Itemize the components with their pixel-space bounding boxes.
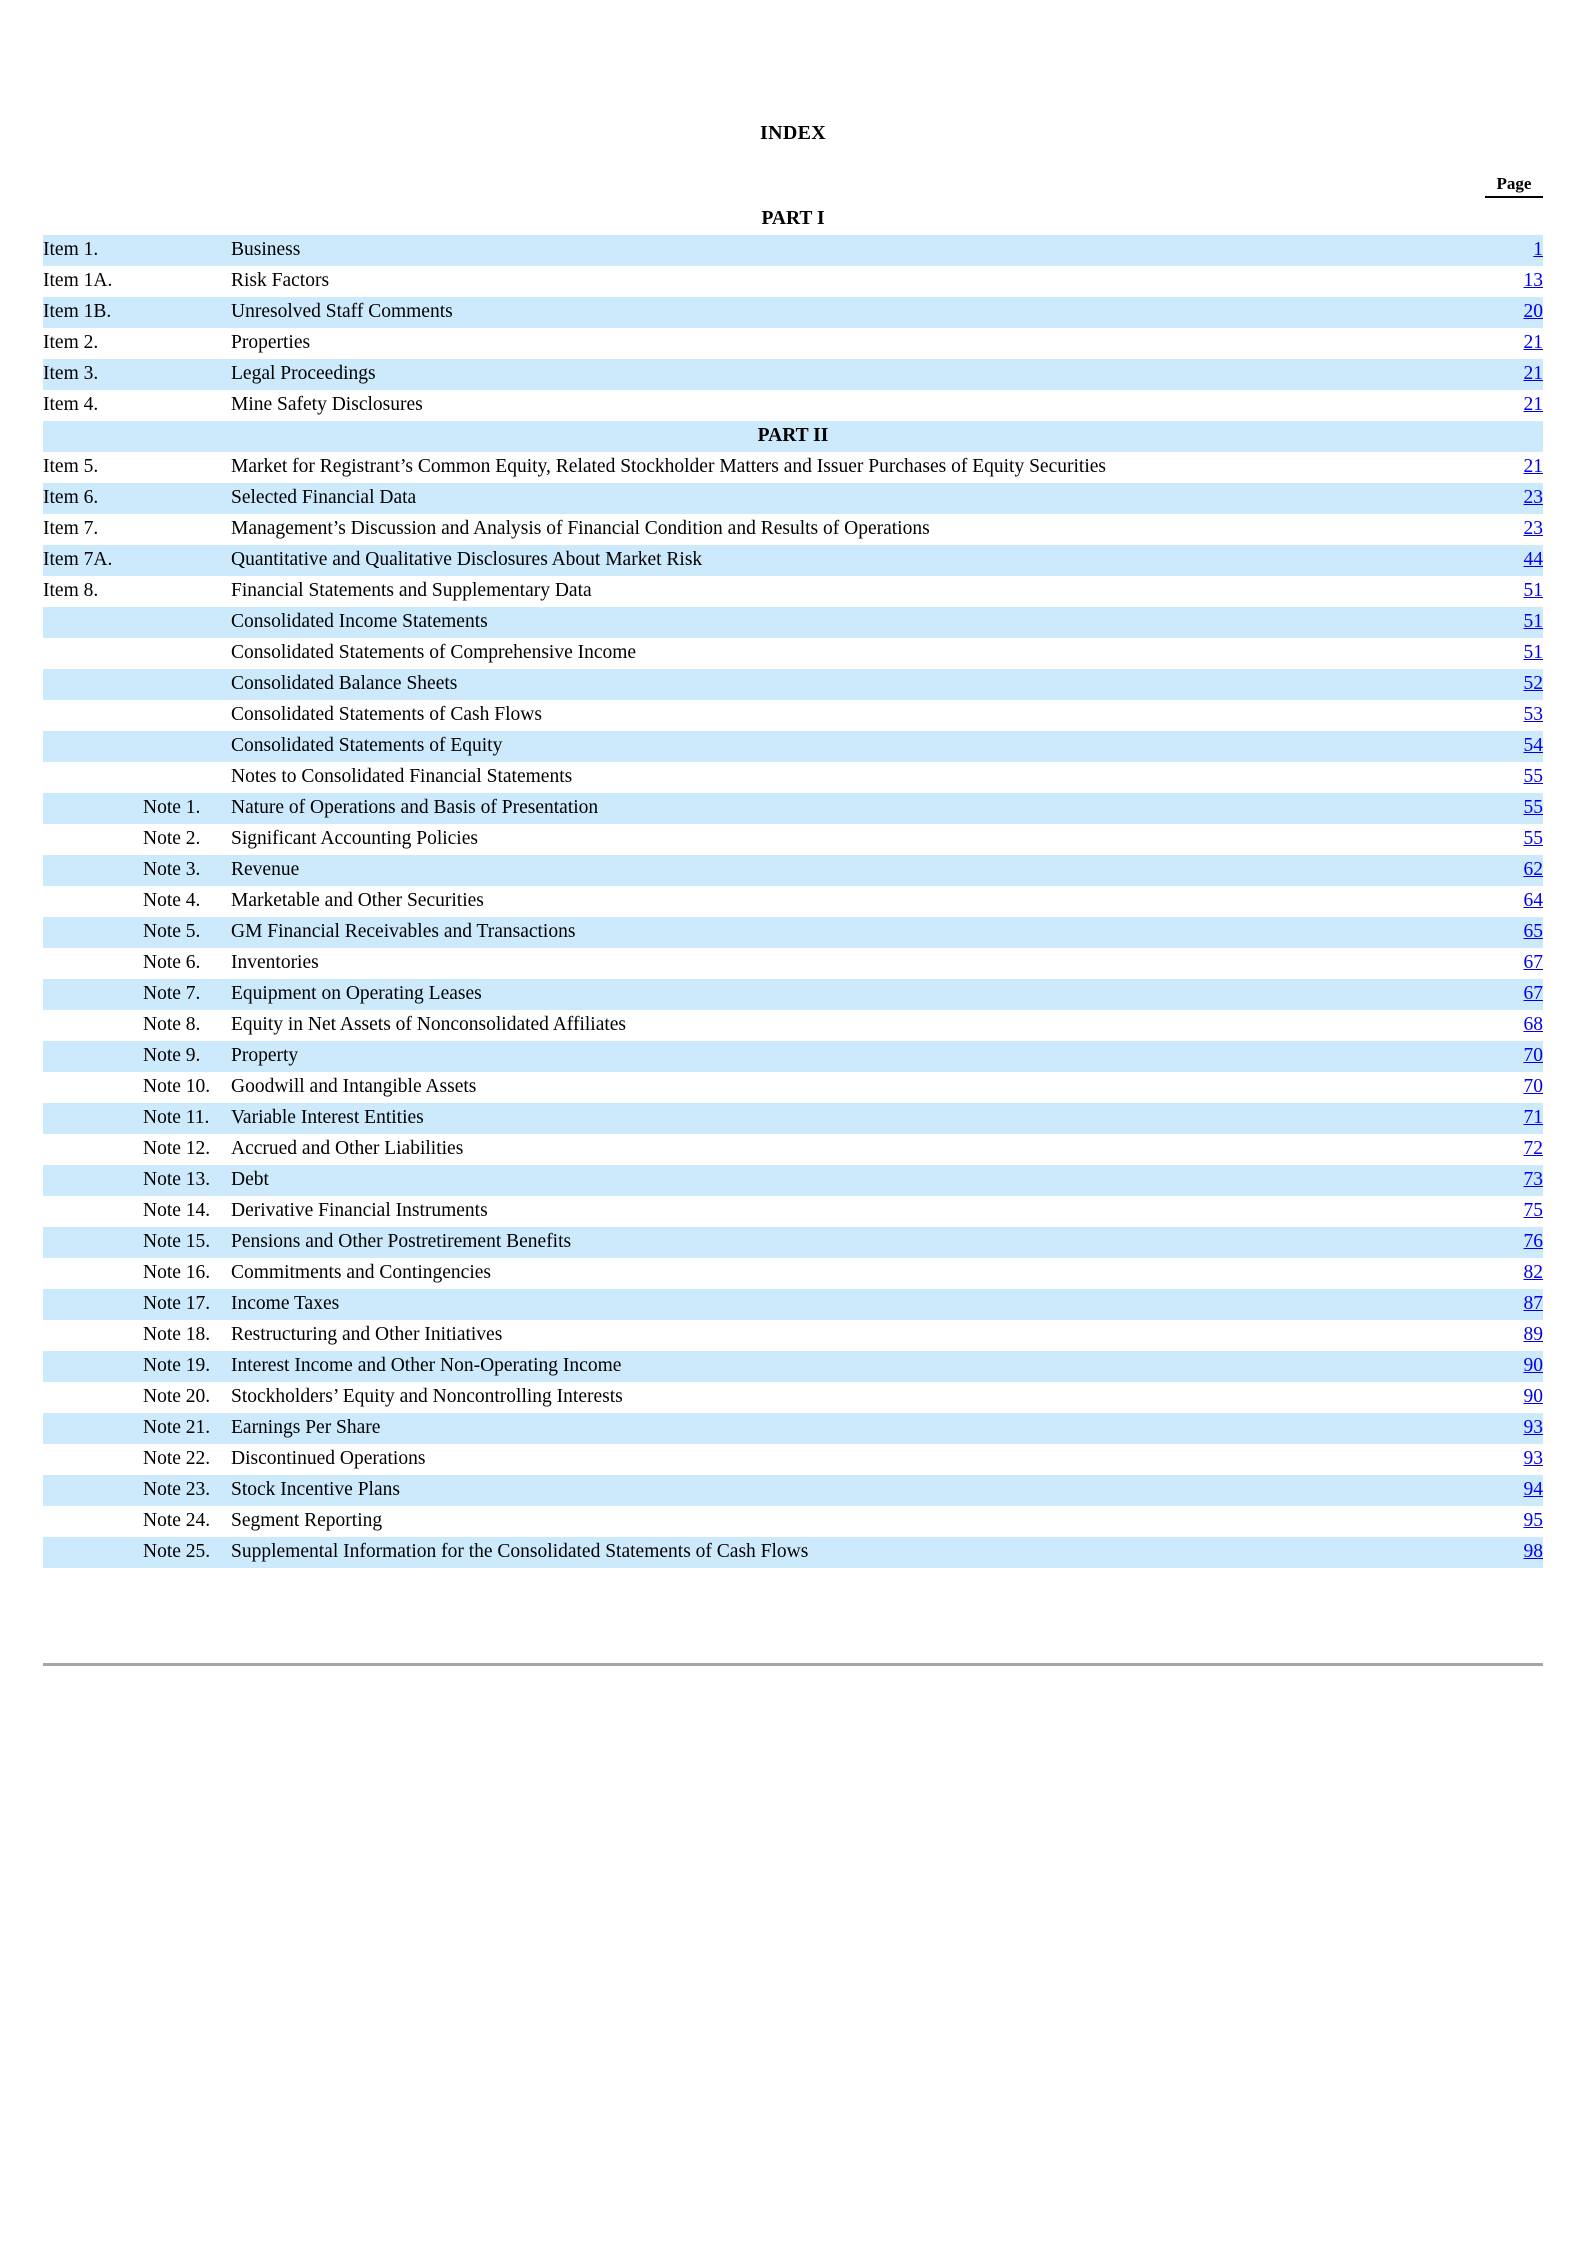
table-row (43, 483, 1543, 514)
page-number-cell (1486, 1351, 1543, 1382)
page-number-link[interactable]: 89 (1523, 1324, 1543, 1345)
page-number-link[interactable]: 93 (1523, 1448, 1543, 1469)
page-number-link[interactable]: 1 (1533, 239, 1543, 260)
table-row (43, 328, 1543, 359)
page-number-link[interactable]: 94 (1523, 1479, 1543, 1500)
note-number-cell: Note 2. (143, 828, 201, 849)
page-number-cell (1486, 1289, 1543, 1320)
note-number-cell (143, 297, 231, 328)
page-column-header-row (43, 174, 1543, 198)
table-row (43, 638, 1543, 669)
note-number-cell: Note 22. (143, 1448, 211, 1469)
table-row (43, 1537, 1543, 1568)
table-row (43, 1413, 1543, 1444)
page-number-cell (1486, 1072, 1543, 1103)
page-number-link[interactable]: 67 (1523, 952, 1543, 973)
item-number-cell (43, 1258, 143, 1289)
entry-title-cell: Earnings Per Share (231, 1413, 1486, 1444)
table-row (43, 1165, 1543, 1196)
page-number-cell (1486, 514, 1543, 545)
page-number-cell (1486, 1165, 1543, 1196)
page-number-link[interactable]: 23 (1523, 487, 1543, 508)
entry-title-cell: Consolidated Statements of Cash Flows (231, 704, 542, 725)
page-number-cell (1486, 266, 1543, 297)
page-number-link[interactable]: 73 (1523, 1169, 1543, 1190)
table-row (43, 235, 1543, 266)
page-number-cell (1486, 1103, 1543, 1134)
item-number-cell (43, 1320, 143, 1351)
item-number-cell (43, 824, 143, 855)
item-number-cell: Item 8. (43, 580, 99, 601)
page-number-link[interactable]: 82 (1523, 1262, 1543, 1283)
note-number-cell: Note 12. (143, 1138, 211, 1159)
page-number-link[interactable]: 65 (1523, 921, 1543, 942)
note-number-cell: Note 15. (143, 1227, 231, 1258)
note-number-cell (143, 390, 231, 421)
entry-title-cell: Stockholders’ Equity and Noncontrolling Interests (231, 1386, 623, 1407)
page-number-link[interactable]: 68 (1523, 1014, 1543, 1035)
item-number-cell: Item 3. (43, 359, 143, 390)
page-number-cell (1486, 731, 1543, 762)
item-number-cell (43, 979, 143, 1010)
item-number-cell (43, 1103, 143, 1134)
table-row (43, 979, 1543, 1010)
entry-title-cell: Segment Reporting (231, 1510, 383, 1531)
table-row (43, 917, 1543, 948)
index-table (43, 204, 1543, 1568)
item-number-cell (43, 1289, 143, 1320)
item-number-cell: Item 1B. (43, 297, 143, 328)
table-row (43, 1134, 1543, 1165)
page-number-link[interactable]: 20 (1523, 301, 1543, 322)
page-number-cell (1486, 1506, 1543, 1537)
page-number-cell (1486, 1041, 1543, 1072)
table-row (43, 452, 1543, 483)
note-number-cell: Note 13. (143, 1165, 231, 1196)
note-number-cell (143, 607, 231, 638)
entry-title-cell: Income Taxes (231, 1289, 1486, 1320)
entry-title-cell: Selected Financial Data (231, 483, 1486, 514)
item-number-cell (43, 1537, 143, 1568)
note-number-cell: Note 24. (143, 1510, 211, 1531)
table-row (43, 1072, 1543, 1103)
item-number-cell: Item 7A. (43, 545, 143, 576)
entry-title-cell: Financial Statements and Supplementary Data (231, 580, 592, 601)
item-number-cell (43, 1041, 143, 1072)
page-number-link[interactable]: 51 (1523, 580, 1543, 601)
entry-title-cell: Revenue (231, 855, 1486, 886)
page-number-cell (1486, 359, 1543, 390)
footer-rule (43, 1663, 1543, 1666)
entry-title-cell: Properties (231, 332, 311, 353)
item-number-cell: Item 4. (43, 394, 99, 415)
page-number-link[interactable]: 62 (1523, 859, 1543, 880)
note-number-cell: Note 25. (143, 1537, 231, 1568)
page-number-cell (1486, 793, 1543, 824)
entry-title-cell: GM Financial Receivables and Transactions (231, 917, 1486, 948)
entry-title-cell: Unresolved Staff Comments (231, 297, 1486, 328)
table-row (43, 1010, 1543, 1041)
page-number-link[interactable]: 75 (1523, 1200, 1543, 1221)
entry-title-cell: Accrued and Other Liabilities (231, 1138, 464, 1159)
item-number-cell (43, 1444, 143, 1475)
page-number-link[interactable]: 51 (1523, 642, 1543, 663)
item-number-cell (43, 1134, 143, 1165)
table-row (43, 762, 1543, 793)
table-row (43, 824, 1543, 855)
item-number-cell (43, 669, 143, 700)
entry-title-cell: Debt (231, 1165, 1486, 1196)
page-number-cell (1486, 824, 1543, 855)
page-number-link[interactable]: 13 (1523, 270, 1543, 291)
page-number-link[interactable]: 55 (1523, 766, 1543, 787)
table-row (43, 1382, 1543, 1413)
note-number-cell (143, 452, 231, 483)
entry-title-cell: Quantitative and Qualitative Disclosures About Market Risk (231, 545, 1486, 576)
note-number-cell: Note 16. (143, 1262, 211, 1283)
page-number-cell (1486, 1134, 1543, 1165)
table-row (43, 886, 1543, 917)
page-number-link[interactable]: 90 (1523, 1355, 1543, 1376)
entry-title-cell: Supplemental Information for the Consolidated Statements of Cash Flows (231, 1537, 1486, 1568)
item-number-cell (43, 1351, 143, 1382)
item-number-cell (43, 762, 143, 793)
page-number-cell (1486, 1475, 1543, 1506)
page-number-link[interactable]: 95 (1523, 1510, 1543, 1531)
page-title: INDEX (760, 122, 826, 144)
item-number-cell: Item 5. (43, 456, 99, 477)
table-row (43, 359, 1543, 390)
page-number-cell (1486, 1537, 1543, 1568)
table-row (43, 576, 1543, 607)
table-row (43, 855, 1543, 886)
table-row (43, 514, 1543, 545)
entry-title-cell: Property (231, 1041, 1486, 1072)
page-number-link[interactable]: 71 (1523, 1107, 1543, 1128)
table-row (43, 1227, 1543, 1258)
note-number-cell (143, 235, 231, 266)
page-number-cell (1486, 1320, 1543, 1351)
table-row (43, 1351, 1543, 1382)
item-number-cell (43, 1010, 143, 1041)
item-number-cell: Item 2. (43, 332, 99, 353)
entry-title-cell: Mine Safety Disclosures (231, 394, 423, 415)
entry-title-cell: Risk Factors (231, 270, 330, 291)
table-row (43, 297, 1543, 328)
table-row (43, 545, 1543, 576)
page-number-link[interactable]: 44 (1523, 549, 1543, 570)
entry-title-cell: Equity in Net Assets of Nonconsolidated Affiliates (231, 1014, 627, 1035)
table-row (43, 1041, 1543, 1072)
page-number-cell (1486, 1258, 1543, 1289)
page-number-link[interactable]: 90 (1523, 1386, 1543, 1407)
item-number-cell (43, 948, 143, 979)
part-heading-label: PART II (43, 421, 1543, 452)
table-row (43, 700, 1543, 731)
table-row (43, 266, 1543, 297)
note-number-cell (143, 514, 231, 545)
note-number-cell: Note 8. (143, 1014, 201, 1035)
page-number-cell (1486, 669, 1543, 700)
entry-title-cell: Commitments and Contingencies (231, 1262, 491, 1283)
page-number-link[interactable]: 98 (1523, 1541, 1543, 1562)
page-number-link[interactable]: 93 (1523, 1417, 1543, 1438)
table-row (43, 390, 1543, 421)
page-number-cell (1486, 1196, 1543, 1227)
note-number-cell (143, 266, 231, 297)
entry-title-cell: Interest Income and Other Non-Operating Income (231, 1351, 1486, 1382)
page-number-cell (1486, 1010, 1543, 1041)
note-number-cell: Note 6. (143, 952, 201, 973)
page-number-cell (1486, 328, 1543, 359)
page-number-cell (1486, 576, 1543, 607)
item-number-cell (43, 1165, 143, 1196)
note-number-cell (143, 483, 231, 514)
page-number-link[interactable]: 70 (1523, 1045, 1543, 1066)
item-number-cell: Item 1A. (43, 270, 113, 291)
item-number-cell: Item 1. (43, 235, 143, 266)
page-column-header: Page (1485, 174, 1543, 198)
page-number-link[interactable]: 21 (1523, 456, 1543, 477)
note-number-cell (143, 731, 231, 762)
note-number-cell (143, 359, 231, 390)
entry-title-cell: Nature of Operations and Basis of Presentation (231, 793, 1486, 824)
note-number-cell (143, 700, 231, 731)
note-number-cell: Note 19. (143, 1351, 231, 1382)
entry-title-cell: Stock Incentive Plans (231, 1475, 1486, 1506)
note-number-cell (143, 328, 231, 359)
page-number-link[interactable]: 67 (1523, 983, 1543, 1004)
note-number-cell: Note 3. (143, 855, 231, 886)
item-number-cell (43, 638, 143, 669)
note-number-cell (143, 762, 231, 793)
item-number-cell (43, 886, 143, 917)
page-number-link[interactable]: 64 (1523, 890, 1543, 911)
page-number-cell (1486, 762, 1543, 793)
page-number-link[interactable]: 52 (1523, 673, 1543, 694)
entry-title-cell: Inventories (231, 952, 319, 973)
note-number-cell: Note 11. (143, 1103, 231, 1134)
item-number-cell: Item 7. (43, 518, 99, 539)
table-row (43, 1320, 1543, 1351)
table-row (43, 669, 1543, 700)
table-row (43, 607, 1543, 638)
item-number-cell (43, 793, 143, 824)
page-number-cell (1486, 886, 1543, 917)
item-number-cell (43, 1413, 143, 1444)
note-number-cell (143, 545, 231, 576)
page-number-link[interactable]: 70 (1523, 1076, 1543, 1097)
table-row (43, 1289, 1543, 1320)
page-number-cell (1486, 235, 1543, 266)
item-number-cell (43, 1382, 143, 1413)
page-number-cell (1486, 855, 1543, 886)
page-number-link[interactable]: 23 (1523, 518, 1543, 539)
entry-title-cell: Consolidated Statements of Equity (231, 731, 1486, 762)
page-number-link[interactable]: 21 (1523, 332, 1543, 353)
note-number-cell: Note 20. (143, 1386, 211, 1407)
index-table-body (43, 204, 1543, 1568)
note-number-cell: Note 9. (143, 1041, 231, 1072)
note-number-cell (143, 669, 231, 700)
page-number-link[interactable]: 72 (1523, 1138, 1543, 1159)
page-number-cell (1486, 1382, 1543, 1413)
page-number-link[interactable]: 55 (1523, 828, 1543, 849)
page-number-cell (1486, 1444, 1543, 1475)
entry-title-cell: Business (231, 235, 1486, 266)
item-number-cell (43, 1475, 143, 1506)
table-row (43, 793, 1543, 824)
entry-title-cell: Derivative Financial Instruments (231, 1200, 488, 1221)
note-number-cell (143, 638, 231, 669)
table-row (43, 731, 1543, 762)
page-number-cell (1486, 979, 1543, 1010)
table-row (43, 1444, 1543, 1475)
entry-title-cell: Management’s Discussion and Analysis of Financial Condition and Results of Operations (231, 518, 930, 539)
item-number-cell (43, 1506, 143, 1537)
entry-title-cell: Consolidated Income Statements (231, 607, 1486, 638)
page-number-link[interactable]: 55 (1523, 797, 1543, 818)
entry-title-cell: Legal Proceedings (231, 359, 1486, 390)
note-number-cell: Note 17. (143, 1289, 231, 1320)
page-number-cell (1486, 700, 1543, 731)
note-number-cell: Note 18. (143, 1324, 211, 1345)
table-row (43, 1475, 1543, 1506)
note-number-cell: Note 4. (143, 890, 201, 911)
page-number-cell (1486, 638, 1543, 669)
entry-title-cell: Market for Registrant’s Common Equity, Related Stockholder Matters and Issuer Purchases of Equity Securities (231, 456, 1106, 477)
item-number-cell (43, 1072, 143, 1103)
item-number-cell (43, 607, 143, 638)
entry-title-cell: Consolidated Statements of Comprehensive Income (231, 642, 637, 663)
entry-title-cell: Marketable and Other Securities (231, 890, 484, 911)
page-number-cell (1486, 452, 1543, 483)
part-heading-row (43, 204, 1543, 235)
page-number-link[interactable]: 21 (1523, 394, 1543, 415)
part-heading-row (43, 421, 1543, 452)
item-number-cell (43, 917, 143, 948)
page-number-link[interactable]: 76 (1523, 1231, 1543, 1252)
page-number-link[interactable]: 51 (1523, 611, 1543, 632)
note-number-cell: Note 23. (143, 1475, 231, 1506)
entry-title-cell: Pensions and Other Postretirement Benefits (231, 1227, 1486, 1258)
note-number-cell: Note 21. (143, 1413, 231, 1444)
note-number-cell (143, 576, 231, 607)
page-number-cell (1486, 917, 1543, 948)
item-number-cell (43, 731, 143, 762)
entry-title-cell: Significant Accounting Policies (231, 828, 478, 849)
entry-title-cell: Restructuring and Other Initiatives (231, 1324, 503, 1345)
page-number-link[interactable]: 87 (1523, 1293, 1543, 1314)
table-row (43, 1506, 1543, 1537)
entry-title-cell: Consolidated Balance Sheets (231, 669, 1486, 700)
page-number-cell (1486, 1413, 1543, 1444)
table-row (43, 948, 1543, 979)
page-number-cell (1486, 948, 1543, 979)
table-row (43, 1258, 1543, 1289)
item-number-cell (43, 1227, 143, 1258)
note-number-cell: Note 7. (143, 979, 231, 1010)
part-heading-label: PART I (761, 208, 825, 229)
table-row (43, 1196, 1543, 1227)
item-number-cell: Item 6. (43, 483, 143, 514)
page-number-cell (1486, 545, 1543, 576)
entry-title-cell: Variable Interest Entities (231, 1103, 1486, 1134)
entry-title-cell: Equipment on Operating Leases (231, 979, 1486, 1010)
page-number-cell (1486, 483, 1543, 514)
note-number-cell: Note 5. (143, 917, 231, 948)
page-number-cell (1486, 297, 1543, 328)
table-row (43, 1103, 1543, 1134)
entry-title-cell: Discontinued Operations (231, 1448, 426, 1469)
item-number-cell (43, 1196, 143, 1227)
page-number-link[interactable]: 54 (1523, 735, 1543, 756)
note-number-cell: Note 1. (143, 793, 231, 824)
page-number-cell (1486, 607, 1543, 638)
entry-title-cell: Goodwill and Intangible Assets (231, 1076, 477, 1097)
entry-title-cell: Notes to Consolidated Financial Statements (231, 766, 573, 787)
page-number-link[interactable]: 21 (1523, 363, 1543, 384)
note-number-cell: Note 10. (143, 1076, 211, 1097)
item-number-cell (43, 855, 143, 886)
page-number-cell (1486, 390, 1543, 421)
item-number-cell (43, 700, 143, 731)
page-number-cell (1486, 1227, 1543, 1258)
page-number-link[interactable]: 53 (1523, 704, 1543, 725)
note-number-cell: Note 14. (143, 1200, 211, 1221)
